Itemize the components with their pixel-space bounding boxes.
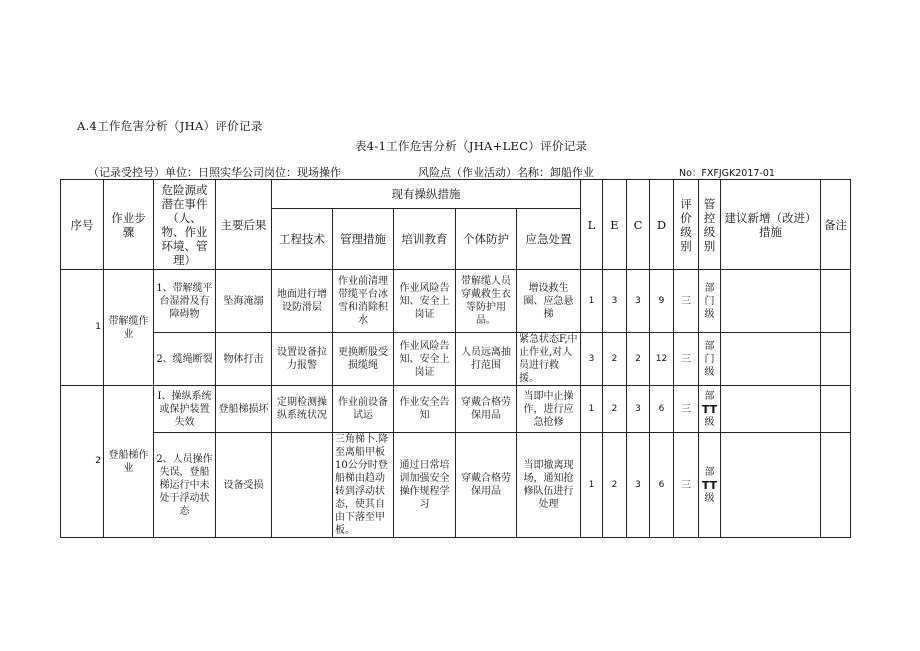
seq-cell: 2 xyxy=(61,386,104,538)
E-cell: 3 xyxy=(603,270,627,333)
management-cell: 更换断股受损缆绳 xyxy=(333,333,394,386)
training-cell: 通过日常培训加强安全操作规程学习 xyxy=(394,433,456,538)
C-cell: 3 xyxy=(627,386,650,433)
col-hazard: 危险源或潜在事件（人、物、作业环境、管理） xyxy=(154,180,216,270)
C-cell: 3 xyxy=(627,433,650,538)
remark-cell xyxy=(821,386,851,433)
hazard-cell: 1、带解缆平台湿滑及有障碍物 xyxy=(154,270,216,333)
engineering-cell: 设置设备拉力报警 xyxy=(272,333,333,386)
emergency-cell: 紧急状态F,中止作业,对人员进行救援。 xyxy=(517,333,581,386)
C-cell: 2 xyxy=(627,333,650,386)
col-remark: 备注 xyxy=(821,180,851,270)
step-cell: 带解缆作业 xyxy=(104,270,154,386)
consequence-cell: 坠海淹溺 xyxy=(216,270,272,333)
remark-cell xyxy=(821,333,851,386)
E-cell: 2 xyxy=(603,333,627,386)
col-training: 培训教育 xyxy=(394,209,456,270)
control-text-a: 部 xyxy=(704,466,715,478)
C-cell: 3 xyxy=(627,270,650,333)
suggest-cell xyxy=(721,433,821,538)
control-text-a: 部 xyxy=(704,390,715,402)
suggest-cell xyxy=(721,333,821,386)
control-text-b: 级 xyxy=(704,366,715,378)
D-cell: 9 xyxy=(650,270,674,333)
control-text-b: 级 xyxy=(704,308,715,320)
E-cell: 2 xyxy=(603,386,627,433)
hazard-cell: 2、缆绳断裂 xyxy=(154,333,216,386)
hazard-cell: I、操纵系统或保护装置失效 xyxy=(154,386,216,433)
engineering-cell xyxy=(272,433,333,538)
training-cell: 作业安全告知 xyxy=(394,386,456,433)
seq-cell: 1 xyxy=(61,270,104,386)
table-row xyxy=(61,270,851,333)
engineering-cell: 地面进行增设防滑层 xyxy=(272,270,333,333)
E-cell: 2 xyxy=(603,433,627,538)
level-cell: 三 xyxy=(674,433,699,538)
remark-cell xyxy=(821,433,851,538)
section-title: A.4工作危害分析（JHA）评价记录 xyxy=(77,119,263,133)
ppe-cell: 人员远离抽打范围 xyxy=(456,333,517,386)
control-text-a: 部门 xyxy=(704,282,715,307)
D-cell: 12 xyxy=(650,333,674,386)
L-cell: 1 xyxy=(581,270,603,333)
ppe-cell: 穿戴合格劳保用品 xyxy=(456,433,517,538)
jha-evaluation-table xyxy=(60,179,851,538)
management-cell: 作业前设备试运 xyxy=(333,386,394,433)
management-cell: 作业前清理带缆平台冰雪和消除积水 xyxy=(333,270,394,333)
management-cell: 三角梯卜.降至离船甲板10公分时登船梯由趋动转到浮动状态，使其自由下落至甲板。 xyxy=(333,433,394,538)
control-cell xyxy=(699,386,721,433)
ppe-cell: 穿戴合格劳保用品 xyxy=(456,386,517,433)
L-cell: 1 xyxy=(581,433,603,538)
training-cell: 作业风险告知、安全上岗证 xyxy=(394,333,456,386)
suggest-cell xyxy=(721,270,821,333)
ppe-cell: 带解缆人员穿戴救生衣等防护用品。 xyxy=(456,270,517,333)
col-level: 评价级别 xyxy=(674,180,699,270)
control-text-mid: TT xyxy=(701,402,718,416)
level-cell: 三 xyxy=(674,333,699,386)
control-text-b: 级 xyxy=(704,416,715,428)
col-control: 管控级别 xyxy=(699,180,721,270)
record-info: （记录受控号）单位：日照实华公司岗位：现场操作 xyxy=(88,166,341,179)
col-consequence: 主要后果 xyxy=(216,180,272,270)
col-C: C xyxy=(627,180,650,270)
col-management: 管理措施 xyxy=(333,209,394,270)
control-cell xyxy=(699,270,721,333)
emergency-cell: 当即中止操作，进行应急抢修 xyxy=(517,386,581,433)
suggest-cell xyxy=(721,386,821,433)
control-cell xyxy=(699,433,721,538)
col-ppe: 个体防护 xyxy=(456,209,517,270)
col-engineering: 工程技术 xyxy=(272,209,333,270)
table-row xyxy=(61,386,851,433)
col-E: E xyxy=(603,180,627,270)
D-cell: 6 xyxy=(650,433,674,538)
level-cell: 三 xyxy=(674,270,699,333)
table-row xyxy=(61,333,851,386)
D-cell: 6 xyxy=(650,386,674,433)
L-cell: 1 xyxy=(581,386,603,433)
step-cell: 登船梯作业 xyxy=(104,386,154,538)
col-D: D xyxy=(650,180,674,270)
col-suggest: 建议新增（改进）措施 xyxy=(721,180,821,270)
control-text-b: 级 xyxy=(704,492,715,504)
header-row-1 xyxy=(61,180,851,209)
col-seq: 序号 xyxy=(61,180,104,270)
col-L: L xyxy=(581,180,603,270)
consequence-cell: 设备受损 xyxy=(216,433,272,538)
col-step: 作业步骤 xyxy=(104,180,154,270)
control-text-a: 部门 xyxy=(704,340,715,365)
col-measures-group: 现有操纵措施 xyxy=(272,180,581,209)
hazard-cell: 2、人员操作失误，登船梯运行中未处于浮动状态 xyxy=(154,433,216,538)
control-text-mid: TT xyxy=(701,478,718,492)
emergency-cell: 当即撤离现场，通知抢修队伍进行处理 xyxy=(517,433,581,538)
training-cell: 作业风险告知、安全上岗证 xyxy=(394,270,456,333)
emergency-cell: 增设救生圈、应急悬梯 xyxy=(517,270,581,333)
risk-point-info: 风险点（作业活动）名称：卸船作业 xyxy=(418,166,594,179)
record-number: No：FXFJGK2017-01 xyxy=(679,168,775,179)
table-title: 表4-1工作危害分析（JHA+LEC）评价记录 xyxy=(355,139,588,153)
consequence-cell: 登船梯损坏 xyxy=(216,386,272,433)
table-row xyxy=(61,433,851,538)
control-cell xyxy=(699,333,721,386)
level-cell: 三 xyxy=(674,386,699,433)
consequence-cell: 物体打击 xyxy=(216,333,272,386)
L-cell: 3 xyxy=(581,333,603,386)
engineering-cell: 定期检测操纵系统状况 xyxy=(272,386,333,433)
remark-cell xyxy=(821,270,851,333)
col-emergency: 应急处置 xyxy=(517,209,581,270)
